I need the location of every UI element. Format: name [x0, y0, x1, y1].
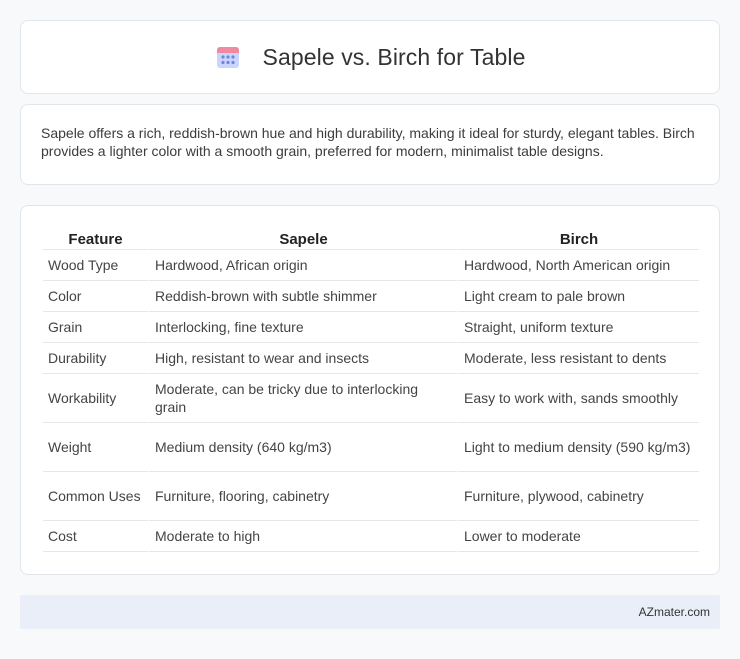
table-row — [43, 521, 699, 552]
table-row — [43, 423, 699, 472]
birch-cell: Hardwood, North American origin — [457, 250, 699, 281]
sapele-cell: Moderate, can be tricky due to interlocking grain — [148, 374, 457, 423]
sapele-cell: Moderate to high — [148, 521, 457, 552]
sapele-cell: Interlocking, fine texture — [148, 312, 457, 343]
table-row — [43, 374, 699, 423]
feature-cell: Durability — [43, 343, 148, 374]
table-row — [43, 250, 699, 281]
footer-bar — [20, 595, 720, 629]
birch-cell: Light to medium density (590 kg/m3) — [457, 423, 699, 472]
table-row — [43, 343, 699, 374]
column-header-sapele: Sapele — [148, 226, 457, 250]
column-header-birch: Birch — [457, 226, 699, 250]
birch-cell: Moderate, less resistant to dents — [457, 343, 699, 374]
birch-cell: Straight, uniform texture — [457, 312, 699, 343]
sapele-cell: High, resistant to wear and insects — [148, 343, 457, 374]
table-header-row — [43, 226, 699, 250]
sapele-cell: Furniture, flooring, cabinetry — [148, 472, 457, 521]
birch-cell: Easy to work with, sands smoothly — [457, 374, 699, 423]
feature-cell: Color — [43, 281, 148, 312]
sapele-cell: Reddish-brown with subtle shimmer — [148, 281, 457, 312]
feature-cell: Common Uses — [43, 472, 148, 521]
page-title: Sapele vs. Birch for Table — [262, 43, 526, 70]
summary-text: Sapele offers a rich, reddish-brown hue and high durability, making it ideal for sturdy, elegant tables. Birch provides a lighter color with a smooth grain, preferred for modern, minimalist table designs. — [41, 125, 695, 159]
comparison-table — [43, 226, 699, 552]
birch-cell: Light cream to pale brown — [457, 281, 699, 312]
comparison-card — [20, 205, 720, 575]
birch-cell: Furniture, plywood, cabinetry — [457, 472, 699, 521]
birch-cell: Lower to moderate — [457, 521, 699, 552]
sapele-cell: Hardwood, African origin — [148, 250, 457, 281]
title-card — [20, 20, 720, 94]
feature-cell: Weight — [43, 423, 148, 472]
table-row — [43, 281, 699, 312]
feature-cell: Grain — [43, 312, 148, 343]
feature-cell: Workability — [43, 374, 148, 423]
feature-cell: Wood Type — [43, 250, 148, 281]
footer-brand-link[interactable]: AZmater.com — [638, 605, 710, 619]
column-header-feature: Feature — [43, 226, 148, 250]
calendar-icon — [215, 44, 241, 70]
summary-card — [20, 104, 720, 185]
table-row — [43, 312, 699, 343]
sapele-cell: Medium density (640 kg/m3) — [148, 423, 457, 472]
feature-cell: Cost — [43, 521, 148, 552]
table-row — [43, 472, 699, 521]
